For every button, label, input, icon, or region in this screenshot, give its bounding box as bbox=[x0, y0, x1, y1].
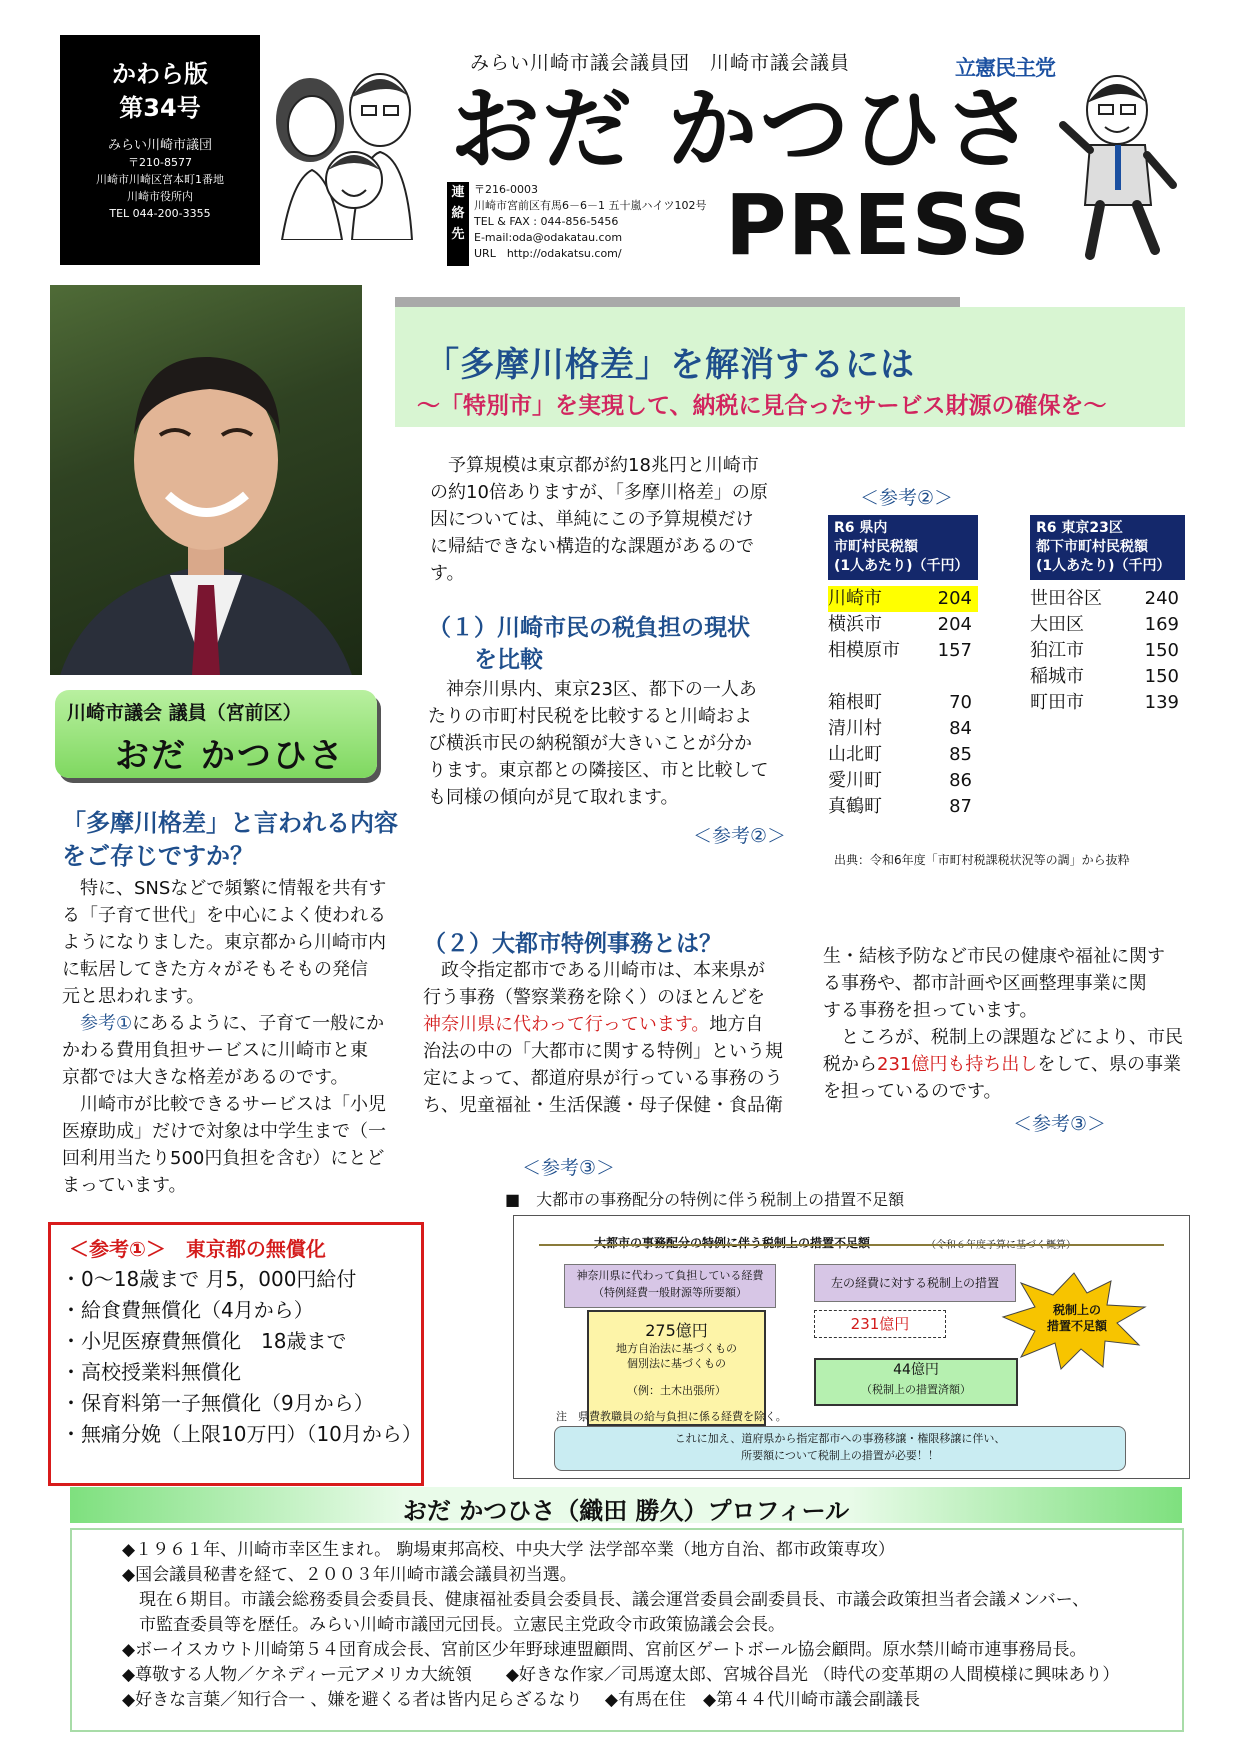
text-line: 回利用当たり500円負担を含む）にとど bbox=[62, 1148, 385, 1169]
profile-box bbox=[70, 1528, 1184, 1732]
ref1-item: ・無痛分娩（上限10万円）（10月から） bbox=[61, 1422, 422, 1446]
text-line: 定によって、都道府県が行っている事務のう bbox=[423, 1068, 783, 1089]
text-line: 医療助成」だけで対象は中学生まで（一 bbox=[62, 1121, 386, 1142]
text-line: 治法の中の「大都市に関する特例」という規 bbox=[423, 1041, 783, 1062]
name-plate bbox=[55, 690, 377, 778]
member-name: おだ かつひさ bbox=[115, 736, 345, 776]
mascot-illustration bbox=[1055, 65, 1185, 260]
table-row: 愛川町 86 bbox=[828, 770, 972, 791]
section2-left: 政令指定都市である川崎市は、本来県が 行う事務（警察業務を除く）のほとんどを 神奈川県に代わって行っています。地方自 治法の中の「大都市に関する特例」という規 定によって、都道府県が行っている事務のう ち、児童福祉・生活保護・母子保健・食品衛 bbox=[423, 957, 833, 1119]
text-line: す。 bbox=[430, 563, 465, 584]
office-line: 川崎市川崎区宮本町1番地 bbox=[96, 173, 224, 186]
tokyo-table bbox=[1030, 515, 1185, 716]
section1 bbox=[428, 612, 818, 848]
portrait-photo bbox=[50, 285, 362, 675]
ref2-link: ＜参考②＞ bbox=[693, 825, 787, 847]
highlight-text: 神奈川県に代わって行っています。 bbox=[423, 1014, 710, 1035]
text-line: 生・結核予防など市民の健康や福祉に関す bbox=[823, 946, 1165, 967]
contact-line: 〒216-0003 bbox=[474, 183, 538, 196]
ref1-item: ・高校授業料無償化 bbox=[61, 1360, 241, 1384]
right-head-box: 左の経費に対する税制上の措置 bbox=[814, 1264, 1016, 1302]
text-line: に転居してきた方々がそもそもの発信 bbox=[62, 959, 368, 980]
profile-line: ◆好きな言葉／知行合一 、嫌を避くる者は皆内足らざるなり ◆有馬在住 ◆第４４代川崎市議会副議長 bbox=[122, 1690, 921, 1710]
ref1-title: ＜参考①＞ 東京都の無償化 bbox=[69, 1237, 326, 1261]
text-line: 神奈川県内、東京23区、都下の一人あ bbox=[446, 679, 757, 700]
text-line: 政令指定都市である川崎市は、本来県が bbox=[441, 960, 765, 981]
left-article bbox=[62, 807, 422, 1199]
ref3-title: ＜参考③＞ bbox=[522, 1157, 616, 1179]
text-line: 特に、SNSなどで頻繁に情報を共有す bbox=[80, 878, 387, 899]
contact-info bbox=[474, 182, 707, 262]
headline-banner bbox=[395, 307, 1185, 427]
ref3-caption: ■ 大都市の事務配分の特例に伴う税制上の措置不足額 bbox=[505, 1190, 905, 1209]
kanagawa-table bbox=[828, 515, 978, 820]
office-line: 〒210-8577 bbox=[128, 156, 192, 169]
table-row: 山北町 85 bbox=[828, 744, 972, 765]
table-row: 清川村 84 bbox=[828, 718, 972, 739]
left-head-box: 神奈川県に代わって負担している経費 （特例経費一般財源等所要額） bbox=[564, 1264, 776, 1308]
table-row: 川崎市 204 bbox=[828, 586, 978, 612]
office-line: TEL 044-200-3355 bbox=[109, 207, 211, 220]
diagram-note: （令和６年度予算に基づく概算） bbox=[926, 1240, 1076, 1251]
ref1-item: ・小児医療費無償化 18歳まで bbox=[61, 1329, 347, 1353]
section2-heading: （２）大都市特例事務とは？ bbox=[423, 931, 722, 957]
text-line: かわる費用負担サービスに川崎市と東 bbox=[62, 1040, 368, 1061]
table-row: 横浜市 204 bbox=[828, 614, 972, 635]
contact-line: 川崎市宮前区有馬6－6－1 五十嵐ハイツ102号 bbox=[474, 199, 707, 212]
text-line: る事務や、都市計画や区画整理事業に関 bbox=[823, 973, 1147, 994]
contact-email: E-mail:oda@odakatau.com bbox=[474, 231, 623, 244]
left-heading: 「多摩川格差」と言われる内容 bbox=[62, 809, 398, 837]
kanagawa-table-header: R6 県内 市町村民税額 (1人あたり)（千円） bbox=[828, 515, 978, 580]
text-line: ところが、税制上の課題などにより、市民 bbox=[841, 1027, 1183, 1048]
source-note: 出典：令和6年度「市町村税課税状況等の調」から抜粋 bbox=[834, 853, 1130, 867]
burst-label: 税制上の 措置不足額 bbox=[1046, 1303, 1107, 1333]
text-line: たりの市町村民税を比較すると川崎およ bbox=[428, 706, 752, 727]
text-line: ち、児童福祉・生活保護・母子保健・食品衛 bbox=[423, 1095, 783, 1116]
table-row: 町田市 139 bbox=[1030, 692, 1179, 713]
covered-box: 44億円 （税制上の措置済額） bbox=[814, 1358, 1018, 1406]
text-line: 元と思われます。 bbox=[62, 986, 205, 1007]
party-logo: 立憲民主党 bbox=[955, 56, 1055, 80]
profile-line: ◆１９６１年、川崎市幸区生まれ。 駒場東邦高校、中央大学 法学部卒業（地方自治、都市政策専攻） bbox=[122, 1540, 895, 1560]
diagram-bottom-box: これに加え、道府県から指定都市への事務移譲・権限移譲に伴い、 所要額について税制上の措置が必要！！ bbox=[554, 1426, 1126, 1471]
text-line: ようになりました。東京都から川崎市内 bbox=[62, 932, 386, 953]
tokyo-table-header: R6 東京23区 都下市町村民税額 (1人あたり)（千円） bbox=[1030, 515, 1185, 580]
text-line: ります。東京都との隣接区、市と比較して bbox=[428, 760, 769, 781]
text-line: び横浜市民の納税額が大きいことが分か bbox=[428, 733, 752, 754]
text-line: 因については、単純にこの予算規模だけ bbox=[430, 509, 754, 530]
newsletter-press-word: PRESS bbox=[725, 176, 1031, 274]
contact-url: URL http://odakatsu.com/ bbox=[474, 247, 622, 260]
profile-line: ◆ボーイスカウト川崎第５４団育成会長、宮前区少年野球連盟顧問、宮前区ゲートボール協会顧問。原水禁川崎市連事務局長。 bbox=[122, 1640, 1087, 1660]
ref1-link: 参考① bbox=[80, 1013, 133, 1034]
ref1-item: ・0～18歳まで 月5，000円給付 bbox=[61, 1267, 357, 1291]
covered-value: 44億円 bbox=[893, 1362, 939, 1378]
headline-title: 「多摩川格差」を解消するには bbox=[425, 345, 915, 385]
table-row: 真鶴町 87 bbox=[828, 796, 972, 817]
text-line: る「子育て世代」を中心によく使われる bbox=[62, 905, 386, 926]
headline-subtitle: ～「特別市」を実現して、納税に見合ったサービス財源の確保を～ bbox=[417, 393, 1107, 419]
office-line: 川崎市役所内 bbox=[127, 190, 193, 203]
edition-label: かわら版 bbox=[112, 60, 208, 88]
table-row: 箱根町 70 bbox=[828, 692, 972, 713]
contact-line: TEL & FAX : 044-856-5456 bbox=[474, 215, 619, 228]
header-subtitle: みらい川崎市議会議員団 川崎市議会議員 bbox=[470, 52, 851, 74]
newsletter-title: おだ かつひさ bbox=[450, 77, 1036, 182]
left-heading: をご存じですか？ bbox=[62, 842, 254, 870]
text-line: まっています。 bbox=[62, 1175, 187, 1196]
section1-heading: を比較 bbox=[474, 647, 543, 673]
ref1-item: ・給食費無償化（4月から） bbox=[61, 1298, 314, 1322]
org-name: みらい川崎市議団 bbox=[107, 138, 212, 153]
section1-heading: （１）川崎市民の税負担の現状 bbox=[428, 615, 750, 641]
issue-number: 第34号 bbox=[119, 94, 201, 122]
shortfall-value: 231億円 bbox=[814, 1310, 946, 1338]
member-role: 川崎市議会 議員（宮前区） bbox=[67, 702, 302, 724]
text-line: 行う事務（警察業務を除く）のほとんどを bbox=[423, 987, 765, 1008]
table-row: 稲城市 150 bbox=[1030, 666, 1179, 687]
text-line: の約10倍ありますが、「多摩川格差」の原 bbox=[430, 482, 768, 503]
table-row: 狛江市 150 bbox=[1030, 640, 1179, 661]
table-row: 大田区 169 bbox=[1030, 614, 1179, 635]
ref2-title: ＜参考②＞ bbox=[860, 487, 954, 509]
left-value-box: 275億円 地方自治法に基づくもの 個別法に基づくもの （例：土木出張所） bbox=[587, 1310, 766, 1426]
contact-tag: 連絡先 bbox=[447, 182, 469, 266]
text-line: を担っているのです。 bbox=[823, 1081, 1002, 1102]
left-value: 275億円 bbox=[645, 1321, 708, 1340]
tax-shortfall-diagram bbox=[513, 1215, 1190, 1479]
text-line: も同様の傾向が見て取れます。 bbox=[428, 787, 679, 808]
profile-title: おだ かつひさ（織田 勝久）プロフィール bbox=[402, 1497, 850, 1525]
family-illustration bbox=[262, 40, 432, 240]
profile-line: 現在６期目。市議会総務委員会委員長、健康福祉委員会委員長、議会運営委員会副委員長、市議会政策担当者会議メンバー、 bbox=[122, 1590, 1090, 1610]
text-line: にあるように、子育て一般にか bbox=[132, 1013, 385, 1034]
profile-line: 市監査委員等を歴任。みらい川崎市議団元団長。立憲民主党政令市政策協議会会長。 bbox=[122, 1615, 785, 1635]
section2-right: 生・結核予防など市民の健康や福祉に関す る事務や、都市計画や区画整理事業に関 する事務を担っています。 ところが、税制上の課題などにより、市民 税から231億円も持ち出しをして、県の事業 を担っているのです。 ＜参考③＞ bbox=[823, 943, 1213, 1138]
edition-block bbox=[60, 35, 260, 265]
text-line: 予算規模は東京都が約18兆円と川崎市 bbox=[448, 455, 759, 476]
text-line: 京都では大きな格差があるのです。 bbox=[62, 1067, 349, 1088]
ref3-link: ＜参考③＞ bbox=[1013, 1113, 1107, 1135]
text-line: 川崎市が比較できるサービスは「小児 bbox=[80, 1094, 386, 1115]
table-row: 世田谷区 240 bbox=[1030, 588, 1179, 609]
ref1-box bbox=[48, 1222, 424, 1486]
diagram-title: 大都市の事務配分の特例に伴う税制上の措置不足額 bbox=[594, 1236, 871, 1250]
text-line: に帰結できない構造的な課題があるので bbox=[430, 536, 754, 557]
intro-text bbox=[430, 452, 810, 587]
profile-line: ◆尊敬する人物／ケネディー元アメリカ大統領 ◆好きな作家／司馬遼太郎、宮城谷昌光 （時代の変革期の人間模様に興味あり） bbox=[122, 1665, 1120, 1685]
headline-shadow bbox=[395, 297, 960, 307]
profile-line: ◆国会議員秘書を経て、２００３年川崎市議会議員初当選。 bbox=[122, 1565, 577, 1585]
ref1-item: ・保育料第一子無償化（9月から） bbox=[61, 1391, 374, 1415]
highlight-text: 231億円も持ち出し bbox=[877, 1054, 1038, 1075]
diagram-footnote: 注 県費教職員の給与負担に係る経費を除く。 bbox=[556, 1410, 787, 1423]
text-line: する事務を担っています。 bbox=[823, 1000, 1038, 1021]
table-row: 相模原市 157 bbox=[828, 640, 972, 661]
